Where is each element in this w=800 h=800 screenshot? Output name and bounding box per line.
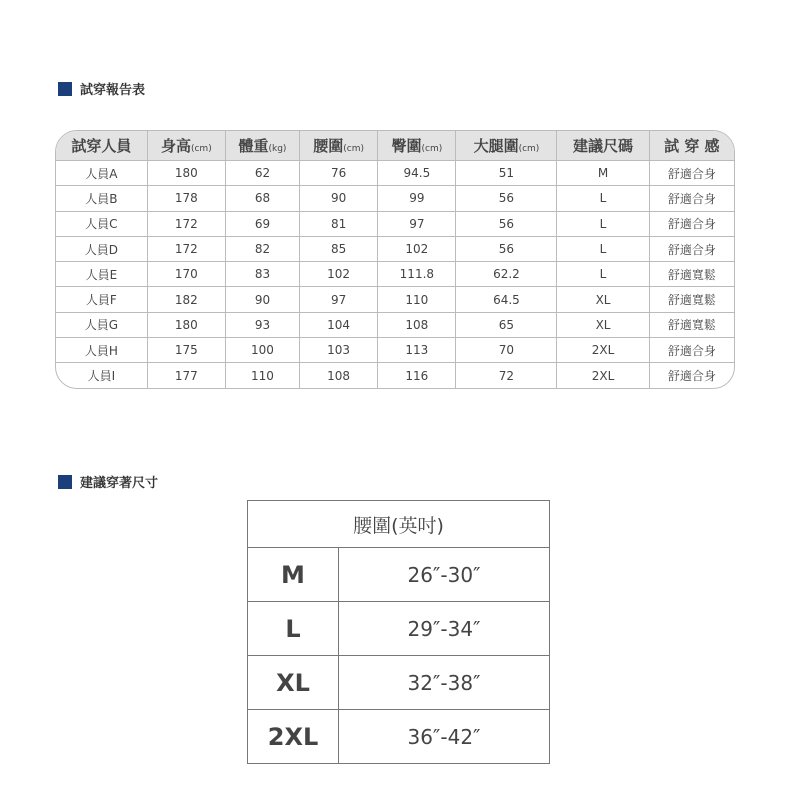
table-cell: 90: [225, 286, 299, 311]
header-label: 臀圍: [391, 137, 422, 155]
table-cell: 70: [455, 337, 556, 362]
table-row: [56, 160, 734, 185]
square-bullet-icon: [58, 82, 72, 96]
table-cell: L: [556, 236, 648, 261]
table-cell: 舒適合身: [649, 185, 734, 210]
size-row: [248, 548, 550, 602]
waist-range: 26″-30″: [339, 548, 550, 602]
table-cell: 99: [377, 185, 455, 210]
table-cell: 103: [299, 337, 377, 362]
header-label: 建議尺碼: [573, 137, 634, 155]
table-row: [56, 185, 734, 210]
column-header: [556, 131, 648, 160]
table-cell: L: [556, 261, 648, 286]
table-row: [56, 286, 734, 311]
column-header: [56, 131, 147, 160]
table-cell: 人員C: [56, 211, 147, 236]
table-cell: 93: [225, 312, 299, 337]
table-cell: 64.5: [455, 286, 556, 311]
table-cell: 人員E: [56, 261, 147, 286]
table-cell: 76: [299, 160, 377, 185]
table-cell: 56: [455, 185, 556, 210]
table-row: [56, 211, 734, 236]
table-cell: 舒適寬鬆: [649, 286, 734, 311]
table-row: [56, 337, 734, 362]
table-cell: 108: [377, 312, 455, 337]
header-label: 大腿圍: [473, 137, 519, 155]
size-row: [248, 602, 550, 656]
table-cell: 人員H: [56, 337, 147, 362]
table-cell: 172: [147, 236, 225, 261]
size-label: XL: [248, 656, 339, 710]
table-cell: 94.5: [377, 160, 455, 185]
square-bullet-icon: [58, 475, 72, 489]
table-cell: 舒適合身: [649, 211, 734, 236]
table-cell: 65: [455, 312, 556, 337]
header-unit: (kg): [268, 144, 287, 154]
table-cell: 170: [147, 261, 225, 286]
size-label: L: [248, 602, 339, 656]
header-label: 體重: [238, 137, 269, 155]
table-cell: 90: [299, 185, 377, 210]
table-cell: 172: [147, 211, 225, 236]
table-cell: 68: [225, 185, 299, 210]
table-cell: 人員A: [56, 160, 147, 185]
table-cell: 舒適合身: [649, 337, 734, 362]
header-unit: (cm): [518, 144, 540, 154]
section-title-text: 試穿報告表: [80, 83, 146, 98]
table-cell: 180: [147, 312, 225, 337]
table-cell: XL: [556, 286, 648, 311]
header-unit: (cm): [421, 144, 443, 154]
column-header: [649, 131, 734, 160]
table-cell: 100: [225, 337, 299, 362]
table-cell: 110: [377, 286, 455, 311]
table-cell: 72: [455, 362, 556, 387]
header-unit: (cm): [190, 144, 212, 154]
column-header: [147, 131, 225, 160]
table-row: [56, 312, 734, 337]
table-cell: 人員B: [56, 185, 147, 210]
section-title-size-guide: [58, 472, 158, 491]
waist-range: 32″-38″: [339, 656, 550, 710]
table-cell: 97: [299, 286, 377, 311]
column-header: [455, 131, 556, 160]
table-cell: 舒適寬鬆: [649, 261, 734, 286]
table-cell: 舒適合身: [649, 236, 734, 261]
section-title-text: 建議穿著尺寸: [80, 476, 159, 491]
table-cell: 舒適合身: [649, 362, 734, 387]
header-label: 腰圍: [313, 137, 344, 155]
table-cell: 62: [225, 160, 299, 185]
table-cell: 56: [455, 211, 556, 236]
table-cell: 2XL: [556, 362, 648, 387]
table-cell: XL: [556, 312, 648, 337]
size-guide-table: [247, 500, 550, 764]
table-cell: M: [556, 160, 648, 185]
size-row: [248, 710, 550, 764]
table-cell: 83: [225, 261, 299, 286]
waist-range: 29″-34″: [339, 602, 550, 656]
header-label: 身高: [160, 137, 191, 155]
table-cell: L: [556, 185, 648, 210]
column-header: [299, 131, 377, 160]
table-cell: 人員I: [56, 362, 147, 387]
table-cell: 180: [147, 160, 225, 185]
table-cell: 51: [455, 160, 556, 185]
size-label: M: [248, 548, 339, 602]
header-label: 試穿人員: [71, 137, 132, 155]
table-cell: 102: [377, 236, 455, 261]
column-header: [225, 131, 299, 160]
size-row: [248, 656, 550, 710]
table-cell: 108: [299, 362, 377, 387]
table-cell: 舒適合身: [649, 160, 734, 185]
table-cell: 178: [147, 185, 225, 210]
table-cell: 62.2: [455, 261, 556, 286]
table-cell: 81: [299, 211, 377, 236]
header-label: 試 穿 感: [664, 137, 720, 155]
table-cell: 182: [147, 286, 225, 311]
size-label: 2XL: [248, 710, 339, 764]
table-cell: 人員F: [56, 286, 147, 311]
table-cell: L: [556, 211, 648, 236]
table-cell: 113: [377, 337, 455, 362]
table-cell: 97: [377, 211, 455, 236]
table-row: [56, 236, 734, 261]
table-cell: 56: [455, 236, 556, 261]
table-cell: 舒適寬鬆: [649, 312, 734, 337]
table-cell: 102: [299, 261, 377, 286]
table-row: [56, 362, 734, 387]
table-cell: 69: [225, 211, 299, 236]
table-cell: 2XL: [556, 337, 648, 362]
table-cell: 116: [377, 362, 455, 387]
table-cell: 人員G: [56, 312, 147, 337]
waist-range: 36″-42″: [339, 710, 550, 764]
table-cell: 85: [299, 236, 377, 261]
table-cell: 110: [225, 362, 299, 387]
size-guide-header: 腰圍(英吋): [248, 501, 550, 548]
table-cell: 82: [225, 236, 299, 261]
table-cell: 175: [147, 337, 225, 362]
table-cell: 人員D: [56, 236, 147, 261]
fitting-report-table: [55, 130, 735, 389]
table-row: [56, 261, 734, 286]
table-cell: 111.8: [377, 261, 455, 286]
table-cell: 177: [147, 362, 225, 387]
table-cell: 104: [299, 312, 377, 337]
column-header: [377, 131, 455, 160]
section-title-fitting-report: [58, 79, 145, 98]
header-unit: (cm): [343, 144, 364, 154]
